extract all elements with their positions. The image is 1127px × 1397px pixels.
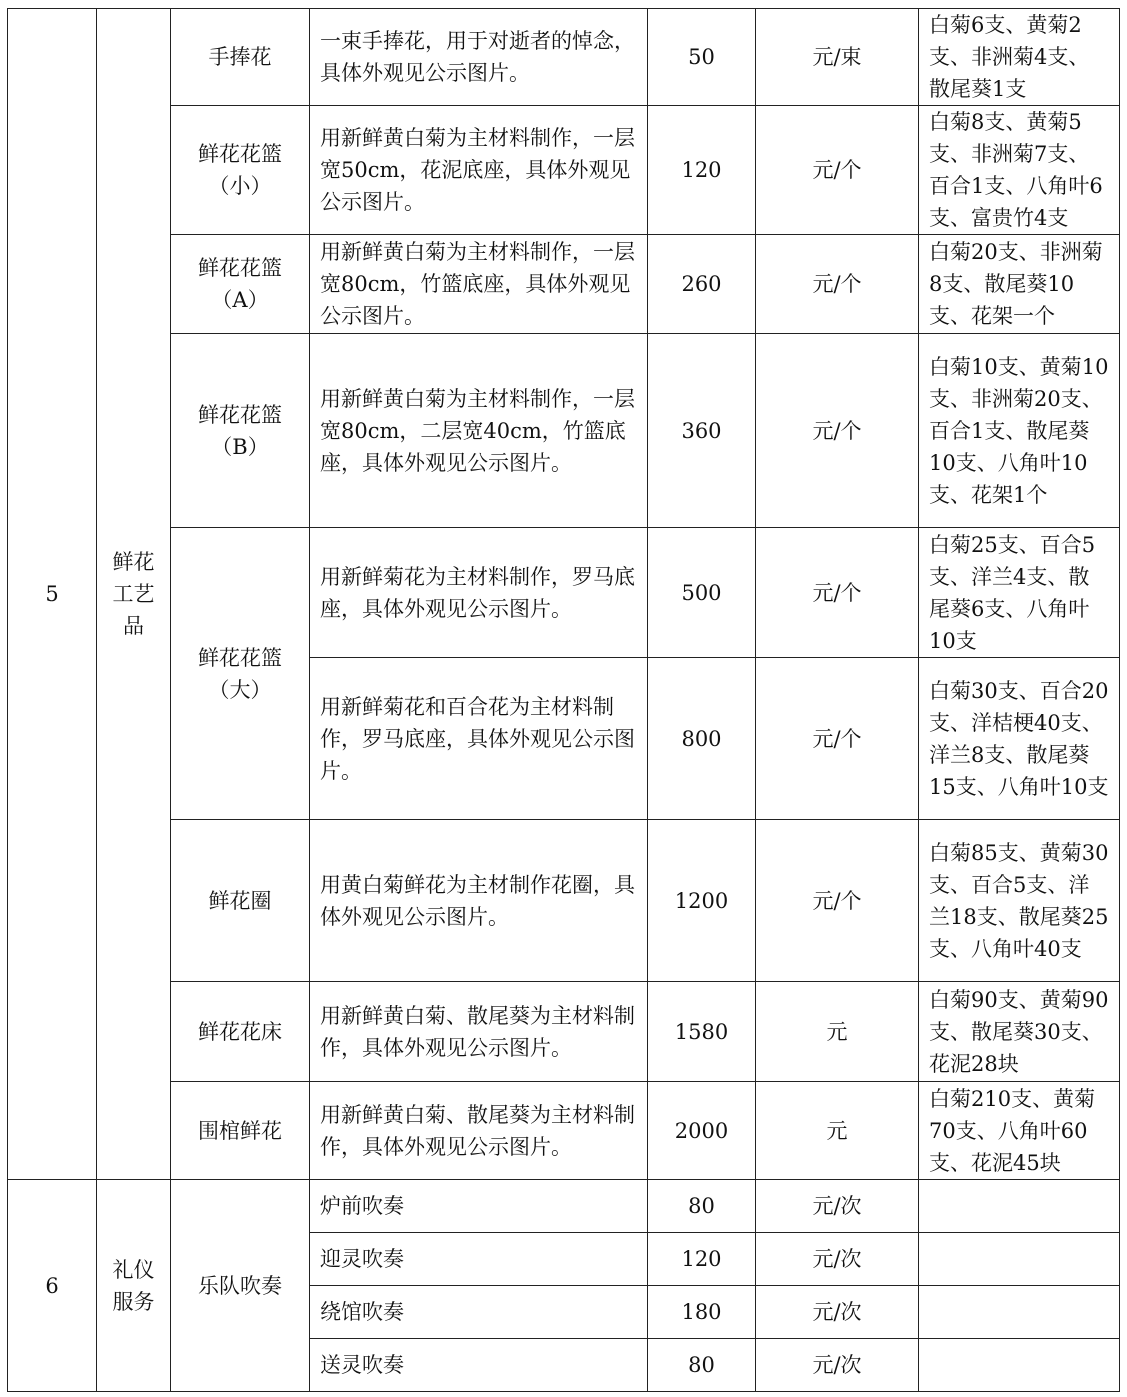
item-price-cell: 800 <box>648 658 756 820</box>
item-description-cell: 迎灵吹奏 <box>310 1233 648 1286</box>
item-price-cell: 80 <box>648 1180 756 1233</box>
item-unit-cell: 元/个 <box>756 528 919 658</box>
item-materials-cell <box>919 1233 1120 1286</box>
item-price-cell: 180 <box>648 1286 756 1339</box>
item-materials-cell: 白菊85支、黄菊30支、百合5支、洋兰18支、散尾葵25支、八角叶40支 <box>919 820 1120 982</box>
item-materials-cell: 白菊6支、黄菊2支、非洲菊4支、散尾葵1支 <box>919 9 1120 106</box>
item-unit-cell: 元/次 <box>756 1286 919 1339</box>
item-unit-cell: 元/次 <box>756 1180 919 1233</box>
item-name-cell <box>171 1082 310 1180</box>
category-line: 工艺 <box>112 582 155 606</box>
item-name-line: （A） <box>211 288 269 312</box>
table-row <box>8 1082 1120 1180</box>
item-materials-cell <box>919 1339 1120 1392</box>
item-description-cell: 用新鲜菊花为主材料制作，罗马底座，具体外观见公示图片。 <box>310 528 648 658</box>
table-row <box>8 106 1120 235</box>
item-name-line: 手捧花 <box>208 45 272 69</box>
group-name-cell: 乐队吹奏 <box>171 1180 310 1392</box>
item-description-cell: 送灵吹奏 <box>310 1339 648 1392</box>
item-price-cell: 1200 <box>648 820 756 982</box>
item-materials-cell <box>919 1286 1120 1339</box>
category-line: 品 <box>123 614 144 638</box>
item-price-cell: 80 <box>648 1339 756 1392</box>
item-description-cell: 用新鲜黄白菊为主材料制作，一层宽80cm，竹篮底座，具体外观见公示图片。 <box>310 235 648 334</box>
item-materials-cell: 白菊30支、百合20支、洋桔梗40支、洋兰8支、散尾葵15支、八角叶10支 <box>919 658 1120 820</box>
item-description-cell: 用黄白菊鲜花为主材制作花圈，具体外观见公示图片。 <box>310 820 648 982</box>
item-name-line: 鲜花圈 <box>208 888 272 913</box>
category-line: 礼仪 <box>112 1257 155 1282</box>
table-row <box>8 235 1120 334</box>
item-materials-cell: 白菊8支、黄菊5支、非洲菊7支、百合1支、八角叶6支、富贵竹4支 <box>919 106 1120 235</box>
table-row <box>8 820 1120 982</box>
item-price-cell: 50 <box>648 9 756 106</box>
item-unit-cell: 元/束 <box>756 9 919 106</box>
item-name-line: 围棺鲜花 <box>198 1118 282 1143</box>
item-unit-cell: 元 <box>756 982 919 1082</box>
item-description-cell: 用新鲜黄白菊、散尾葵为主材料制作，具体外观见公示图片。 <box>310 982 648 1082</box>
item-name-line: 鲜花花篮 <box>198 402 282 427</box>
table-row <box>8 1180 1120 1233</box>
table-row <box>8 334 1120 528</box>
item-unit-cell: 元/个 <box>756 334 919 528</box>
item-name-cell <box>171 820 310 982</box>
section-number-cell: 6 <box>8 1180 97 1392</box>
item-description-cell: 用新鲜黄白菊为主材料制作，一层宽50cm，花泥底座，具体外观见公示图片。 <box>310 106 648 235</box>
item-materials-cell: 白菊25支、百合5支、洋兰4支、散尾葵6支、八角叶10支 <box>919 528 1120 658</box>
item-name-cell <box>171 235 310 334</box>
item-price-cell: 120 <box>648 1233 756 1286</box>
item-name-cell <box>171 106 310 235</box>
item-description-cell: 绕馆吹奏 <box>310 1286 648 1339</box>
item-price-cell: 120 <box>648 106 756 235</box>
item-unit-cell: 元/个 <box>756 820 919 982</box>
table-row <box>8 528 1120 658</box>
item-unit-cell: 元 <box>756 1082 919 1180</box>
item-price-cell: 500 <box>648 528 756 658</box>
item-name-line: （小） <box>208 174 272 198</box>
item-description-cell: 一束手捧花，用于对逝者的悼念，具体外观见公示图片。 <box>310 9 648 106</box>
section-category-cell <box>97 9 171 1180</box>
item-unit-cell: 元/次 <box>756 1339 919 1392</box>
section-number-cell: 5 <box>8 9 97 1180</box>
item-materials-cell: 白菊10支、黄菊10支、非洲菊20支、百合1支、散尾葵10支、八角叶10支、花架1个 <box>919 334 1120 528</box>
item-price-cell: 1580 <box>648 982 756 1082</box>
table-row <box>8 9 1120 106</box>
item-materials-cell: 白菊90支、黄菊90支、散尾葵30支、花泥28块 <box>919 982 1120 1082</box>
item-name-line: 鲜花花篮 <box>198 142 282 166</box>
item-materials-cell <box>919 1180 1120 1233</box>
item-name-cell <box>171 528 310 820</box>
item-description-cell: 用新鲜黄白菊、散尾葵为主材料制作，具体外观见公示图片。 <box>310 1082 648 1180</box>
item-unit-cell: 元/个 <box>756 235 919 334</box>
category-line: 鲜花 <box>112 550 155 574</box>
item-name-line: （B） <box>211 434 269 459</box>
item-name-line: 鲜花花床 <box>198 1019 282 1044</box>
section-category-cell <box>97 1180 171 1392</box>
item-name-line: （大） <box>208 677 272 702</box>
item-name-cell <box>171 334 310 528</box>
item-name-cell <box>171 9 310 106</box>
item-materials-cell: 白菊20支、非洲菊8支、散尾葵10支、花架一个 <box>919 235 1120 334</box>
item-unit-cell: 元/个 <box>756 106 919 235</box>
price-table <box>7 8 1120 1392</box>
item-description-cell: 用新鲜菊花和百合花为主材料制作，罗马底座，具体外观见公示图片。 <box>310 658 648 820</box>
category-line: 服务 <box>112 1289 155 1314</box>
item-price-cell: 260 <box>648 235 756 334</box>
item-unit-cell: 元/个 <box>756 658 919 820</box>
item-unit-cell: 元/次 <box>756 1233 919 1286</box>
item-description-cell: 炉前吹奏 <box>310 1180 648 1233</box>
item-name-line: 鲜花花篮 <box>198 256 282 280</box>
item-materials-cell: 白菊210支、黄菊70支、八角叶60支、花泥45块 <box>919 1082 1120 1180</box>
item-price-cell: 2000 <box>648 1082 756 1180</box>
item-name-line: 鲜花花篮 <box>198 645 282 670</box>
item-description-cell: 用新鲜黄白菊为主材料制作，一层宽80cm，二层宽40cm，竹篮底座，具体外观见公示图片。 <box>310 334 648 528</box>
item-name-cell <box>171 982 310 1082</box>
table-row <box>8 982 1120 1082</box>
item-price-cell: 360 <box>648 334 756 528</box>
